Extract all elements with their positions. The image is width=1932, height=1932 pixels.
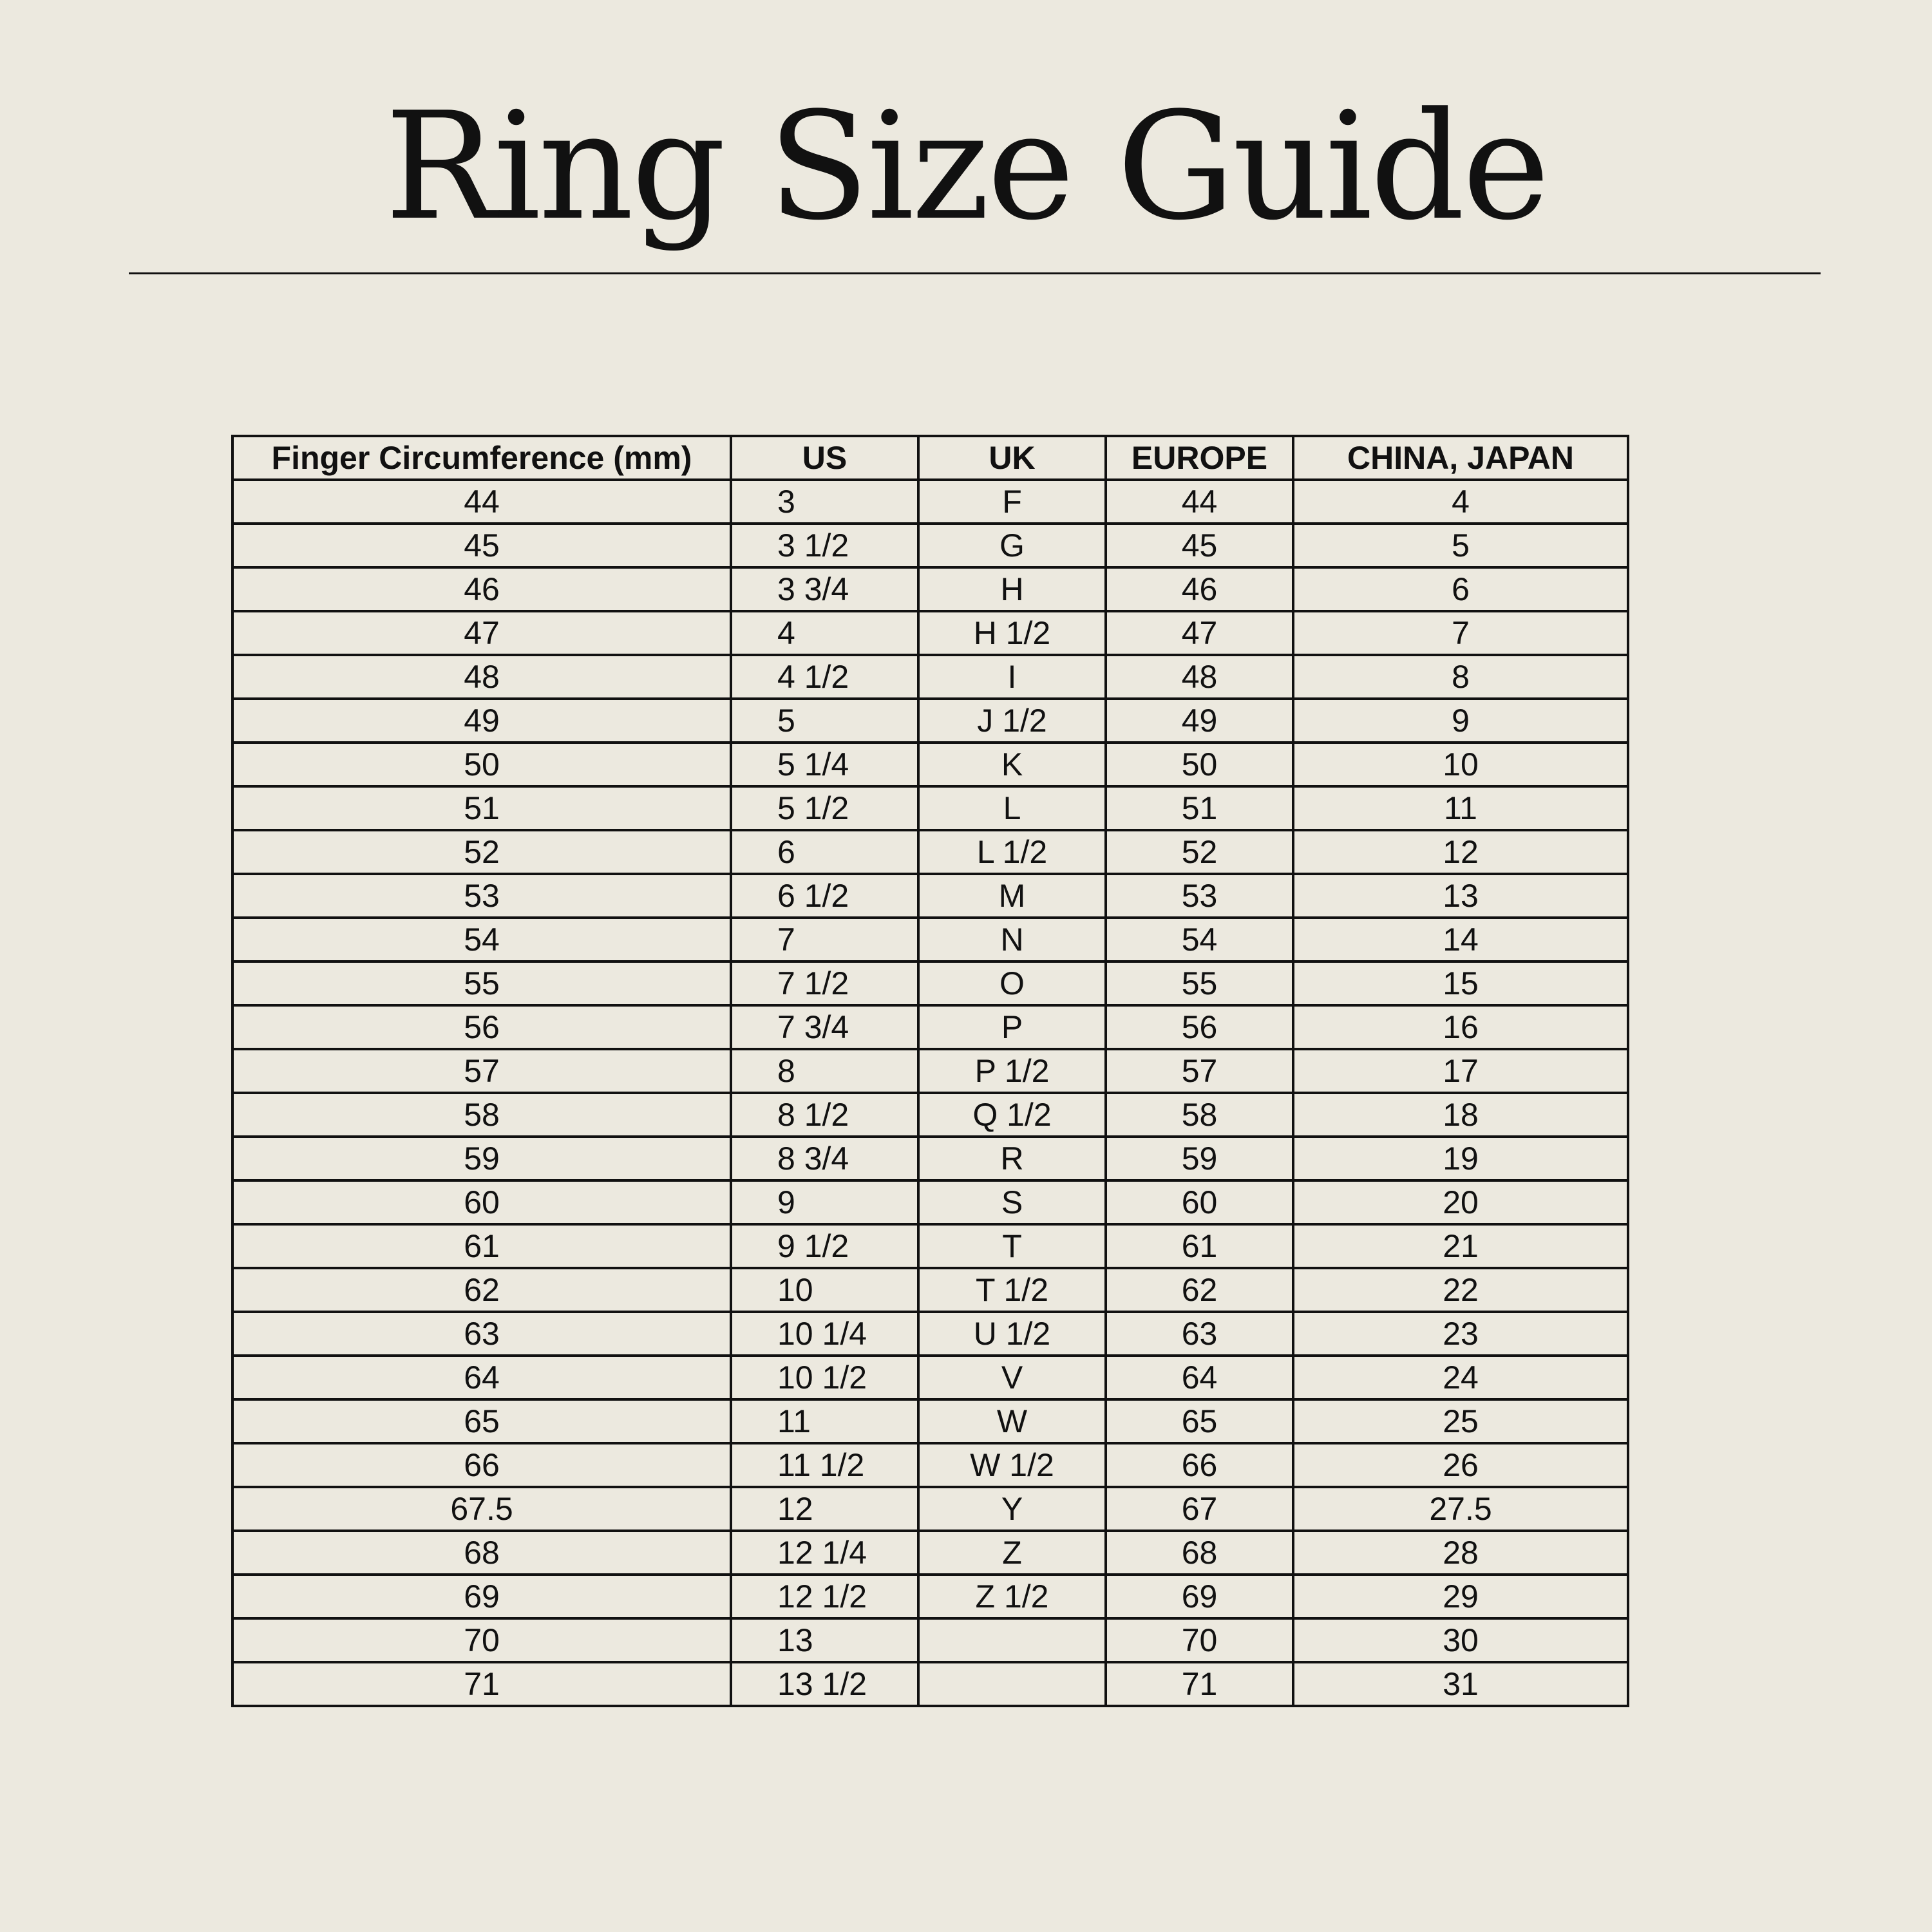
table-row [232,1137,1628,1180]
table-row [232,1356,1628,1399]
cell-europe: 70 [1106,1618,1293,1662]
cell-europe: 44 [1106,480,1293,524]
table-row [232,480,1628,524]
header-europe: EUROPE [1106,436,1293,480]
cell-europe: 65 [1106,1399,1293,1443]
cell-us: 6 1/2 [731,874,918,918]
cell-europe: 54 [1106,918,1293,961]
cell-finger-circumference: 44 [232,480,731,524]
table-row [232,830,1628,874]
cell-finger-circumference: 52 [232,830,731,874]
table-row [232,567,1628,611]
table-row [232,1268,1628,1312]
cell-us: 5 1/2 [731,786,918,830]
page-title: Ring Size Guide [384,81,1548,253]
table-row [232,874,1628,918]
table-row [232,1224,1628,1268]
cell-us: 11 [731,1399,918,1443]
cell-europe: 58 [1106,1093,1293,1137]
cell-uk: J 1/2 [918,699,1106,743]
cell-uk [918,1662,1106,1706]
cell-uk: M [918,874,1106,918]
cell-uk: H 1/2 [918,611,1106,655]
cell-uk: P 1/2 [918,1049,1106,1093]
header-us: US [731,436,918,480]
cell-uk: W 1/2 [918,1443,1106,1487]
cell-us: 10 1/2 [731,1356,918,1399]
cell-finger-circumference: 57 [232,1049,731,1093]
cell-finger-circumference: 55 [232,961,731,1005]
cell-europe: 50 [1106,743,1293,786]
cell-europe: 57 [1106,1049,1293,1093]
table-row [232,1312,1628,1356]
table-row [232,611,1628,655]
cell-uk: I [918,655,1106,699]
cell-us: 13 [731,1618,918,1662]
cell-us: 4 [731,611,918,655]
cell-china-japan: 6 [1293,567,1628,611]
cell-china-japan: 13 [1293,874,1628,918]
table-row [232,786,1628,830]
cell-europe: 49 [1106,699,1293,743]
cell-uk: Z 1/2 [918,1575,1106,1618]
cell-us: 3 3/4 [731,567,918,611]
cell-finger-circumference: 71 [232,1662,731,1706]
table-row [232,918,1628,961]
cell-uk: Q 1/2 [918,1093,1106,1137]
cell-europe: 47 [1106,611,1293,655]
cell-china-japan: 27.5 [1293,1487,1628,1531]
cell-us: 8 1/2 [731,1093,918,1137]
cell-china-japan: 5 [1293,524,1628,567]
cell-us: 8 3/4 [731,1137,918,1180]
cell-china-japan: 18 [1293,1093,1628,1137]
cell-us: 7 [731,918,918,961]
cell-china-japan: 15 [1293,961,1628,1005]
cell-europe: 53 [1106,874,1293,918]
cell-us: 4 1/2 [731,655,918,699]
cell-finger-circumference: 69 [232,1575,731,1618]
table-row [232,1618,1628,1662]
cell-finger-circumference: 61 [232,1224,731,1268]
table-header-row [232,436,1628,480]
cell-us: 10 [731,1268,918,1312]
cell-us: 12 [731,1487,918,1531]
cell-us: 7 3/4 [731,1005,918,1049]
cell-us: 6 [731,830,918,874]
cell-us: 11 1/2 [731,1443,918,1487]
cell-us: 5 [731,699,918,743]
cell-china-japan: 4 [1293,480,1628,524]
cell-china-japan: 30 [1293,1618,1628,1662]
cell-us: 9 1/2 [731,1224,918,1268]
cell-europe: 51 [1106,786,1293,830]
cell-finger-circumference: 58 [232,1093,731,1137]
cell-finger-circumference: 47 [232,611,731,655]
cell-china-japan: 11 [1293,786,1628,830]
cell-china-japan: 25 [1293,1399,1628,1443]
table-row [232,1575,1628,1618]
cell-europe: 61 [1106,1224,1293,1268]
cell-uk: U 1/2 [918,1312,1106,1356]
cell-us: 10 1/4 [731,1312,918,1356]
cell-europe: 56 [1106,1005,1293,1049]
cell-uk: H [918,567,1106,611]
cell-finger-circumference: 45 [232,524,731,567]
table-row [232,1443,1628,1487]
cell-us: 3 [731,480,918,524]
cell-europe: 52 [1106,830,1293,874]
cell-china-japan: 19 [1293,1137,1628,1180]
table-row [232,1662,1628,1706]
cell-europe: 55 [1106,961,1293,1005]
cell-us: 13 1/2 [731,1662,918,1706]
table-body [232,480,1628,1706]
cell-finger-circumference: 53 [232,874,731,918]
table-row [232,1531,1628,1575]
cell-uk [918,1618,1106,1662]
table-row [232,743,1628,786]
cell-us: 5 1/4 [731,743,918,786]
cell-china-japan: 22 [1293,1268,1628,1312]
cell-china-japan: 16 [1293,1005,1628,1049]
cell-finger-circumference: 68 [232,1531,731,1575]
cell-finger-circumference: 46 [232,567,731,611]
cell-uk: W [918,1399,1106,1443]
cell-us: 7 1/2 [731,961,918,1005]
cell-finger-circumference: 67.5 [232,1487,731,1531]
cell-us: 12 1/4 [731,1531,918,1575]
cell-china-japan: 24 [1293,1356,1628,1399]
cell-finger-circumference: 48 [232,655,731,699]
cell-uk: R [918,1137,1106,1180]
cell-china-japan: 12 [1293,830,1628,874]
cell-finger-circumference: 49 [232,699,731,743]
cell-china-japan: 28 [1293,1531,1628,1575]
cell-finger-circumference: 66 [232,1443,731,1487]
table-row [232,1487,1628,1531]
cell-europe: 67 [1106,1487,1293,1531]
cell-china-japan: 7 [1293,611,1628,655]
cell-uk: G [918,524,1106,567]
cell-finger-circumference: 62 [232,1268,731,1312]
cell-china-japan: 31 [1293,1662,1628,1706]
cell-us: 9 [731,1180,918,1224]
table-row [232,1005,1628,1049]
cell-china-japan: 20 [1293,1180,1628,1224]
header-china-japan: CHINA, JAPAN [1293,436,1628,480]
cell-finger-circumference: 56 [232,1005,731,1049]
cell-europe: 68 [1106,1531,1293,1575]
cell-finger-circumference: 59 [232,1137,731,1180]
cell-uk: T 1/2 [918,1268,1106,1312]
cell-china-japan: 8 [1293,655,1628,699]
cell-europe: 69 [1106,1575,1293,1618]
cell-uk: S [918,1180,1106,1224]
cell-europe: 60 [1106,1180,1293,1224]
cell-uk: N [918,918,1106,961]
cell-china-japan: 10 [1293,743,1628,786]
cell-uk: K [918,743,1106,786]
cell-europe: 62 [1106,1268,1293,1312]
table-row [232,1049,1628,1093]
header-uk: UK [918,436,1106,480]
cell-uk: T [918,1224,1106,1268]
cell-europe: 71 [1106,1662,1293,1706]
table-row [232,699,1628,743]
cell-finger-circumference: 54 [232,918,731,961]
cell-china-japan: 21 [1293,1224,1628,1268]
cell-uk: P [918,1005,1106,1049]
cell-uk: Y [918,1487,1106,1531]
cell-finger-circumference: 70 [232,1618,731,1662]
cell-finger-circumference: 65 [232,1399,731,1443]
cell-uk: L [918,786,1106,830]
cell-china-japan: 9 [1293,699,1628,743]
cell-china-japan: 14 [1293,918,1628,961]
cell-europe: 64 [1106,1356,1293,1399]
table-row [232,1180,1628,1224]
cell-finger-circumference: 64 [232,1356,731,1399]
cell-finger-circumference: 63 [232,1312,731,1356]
cell-europe: 66 [1106,1443,1293,1487]
cell-china-japan: 17 [1293,1049,1628,1093]
cell-us: 8 [731,1049,918,1093]
cell-europe: 45 [1106,524,1293,567]
table-row [232,524,1628,567]
cell-uk: V [918,1356,1106,1399]
cell-uk: F [918,480,1106,524]
table-row [232,1093,1628,1137]
cell-china-japan: 23 [1293,1312,1628,1356]
cell-us: 12 1/2 [731,1575,918,1618]
table-row [232,961,1628,1005]
cell-finger-circumference: 50 [232,743,731,786]
cell-finger-circumference: 60 [232,1180,731,1224]
cell-europe: 63 [1106,1312,1293,1356]
cell-finger-circumference: 51 [232,786,731,830]
cell-uk: O [918,961,1106,1005]
cell-europe: 48 [1106,655,1293,699]
cell-europe: 59 [1106,1137,1293,1180]
title-divider [129,272,1821,274]
ring-size-table [231,435,1629,1707]
cell-china-japan: 26 [1293,1443,1628,1487]
cell-uk: L 1/2 [918,830,1106,874]
table-row [232,655,1628,699]
table-row [232,1399,1628,1443]
cell-uk: Z [918,1531,1106,1575]
cell-china-japan: 29 [1293,1575,1628,1618]
cell-us: 3 1/2 [731,524,918,567]
header-finger-circumference: Finger Circumference (mm) [232,436,731,480]
cell-europe: 46 [1106,567,1293,611]
